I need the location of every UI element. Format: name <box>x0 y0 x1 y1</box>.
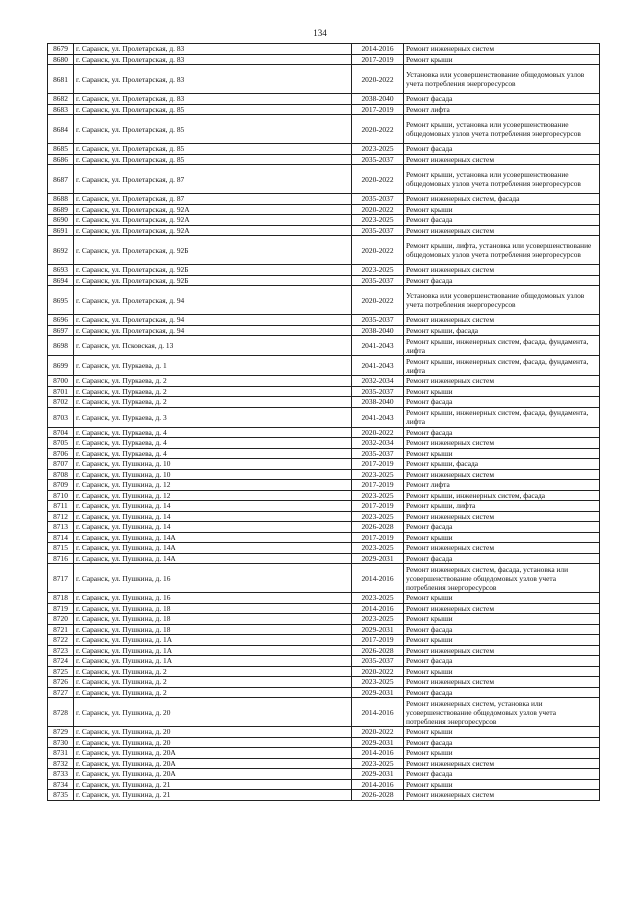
address-cell: г. Саранск, ул. Пушкина, д. 20А <box>74 758 352 769</box>
work-type-cell: Ремонт крыши, инженерных систем, фасада, фундамента, лифта <box>404 336 600 356</box>
period-cell: 2029-2031 <box>352 624 404 635</box>
work-type-cell: Ремонт инженерных систем <box>404 603 600 614</box>
work-type-cell: Ремонт лифта <box>404 480 600 491</box>
row-number-cell: 8724 <box>48 656 74 667</box>
address-cell: г. Саранск, ул. Пушкина, д. 12 <box>74 480 352 491</box>
period-cell: 2038-2040 <box>352 397 404 408</box>
period-cell: 2023-2025 <box>352 614 404 625</box>
period-cell: 2041-2043 <box>352 356 404 376</box>
row-number-cell: 8711 <box>48 501 74 512</box>
period-cell: 2014-2016 <box>352 748 404 759</box>
address-cell: г. Саранск, ул. Пушкина, д. 1А <box>74 635 352 646</box>
address-cell: г. Саранск, ул. Пушкина, д. 16 <box>74 564 352 593</box>
period-cell: 2017-2019 <box>352 635 404 646</box>
period-cell: 2032-2034 <box>352 438 404 449</box>
address-cell: г. Саранск, ул. Псковская, д. 13 <box>74 336 352 356</box>
table-row <box>48 65 600 94</box>
row-number-cell: 8721 <box>48 624 74 635</box>
row-number-cell: 8683 <box>48 104 74 115</box>
table-row <box>48 624 600 635</box>
table-row <box>48 522 600 533</box>
address-cell: г. Саранск, ул. Пролетарская, д. 92А <box>74 225 352 236</box>
address-cell: г. Саранск, ул. Пушкина, д. 18 <box>74 624 352 635</box>
work-type-cell: Ремонт фасада <box>404 687 600 698</box>
work-type-cell: Ремонт инженерных систем <box>404 677 600 688</box>
row-number-cell: 8702 <box>48 397 74 408</box>
row-number-cell: 8692 <box>48 236 74 265</box>
period-cell: 2014-2016 <box>352 603 404 614</box>
work-type-cell: Ремонт крыши, лифта <box>404 501 600 512</box>
row-number-cell: 8709 <box>48 480 74 491</box>
row-number-cell: 8686 <box>48 154 74 165</box>
table-row <box>48 459 600 470</box>
table-row <box>48 635 600 646</box>
work-type-cell: Установка или усовершенствование общедомовых узлов учета потребления энергоресурсов <box>404 65 600 94</box>
table-row <box>48 356 600 376</box>
table-row <box>48 376 600 387</box>
address-cell: г. Саранск, ул. Пушкина, д. 14А <box>74 543 352 554</box>
work-type-cell: Ремонт крыши <box>404 54 600 65</box>
repair-schedule-table <box>47 43 600 801</box>
period-cell: 2026-2028 <box>352 645 404 656</box>
address-cell: г. Саранск, ул. Пушкина, д. 16 <box>74 593 352 604</box>
row-number-cell: 8723 <box>48 645 74 656</box>
address-cell: г. Саранск, ул. Пролетарская, д. 85 <box>74 144 352 155</box>
address-cell: г. Саранск, ул. Пролетарская, д. 92А <box>74 204 352 215</box>
row-number-cell: 8732 <box>48 758 74 769</box>
row-number-cell: 8680 <box>48 54 74 65</box>
work-type-cell: Ремонт инженерных систем <box>404 511 600 522</box>
address-cell: г. Саранск, ул. Пушкина, д. 14А <box>74 553 352 564</box>
period-cell: 2020-2022 <box>352 286 404 315</box>
address-cell: г. Саранск, ул. Пуркаева, д. 2 <box>74 397 352 408</box>
period-cell: 2029-2031 <box>352 769 404 780</box>
work-type-cell: Ремонт инженерных систем <box>404 438 600 449</box>
work-type-cell: Ремонт лифта <box>404 104 600 115</box>
work-type-cell: Ремонт инженерных систем, установка или усовершенствование общедомовых узлов учета потребления энергоресурсов <box>404 698 600 727</box>
work-type-cell: Ремонт инженерных систем <box>404 315 600 326</box>
work-type-cell: Ремонт фасада <box>404 522 600 533</box>
row-number-cell: 8730 <box>48 737 74 748</box>
work-type-cell: Ремонт крыши <box>404 727 600 738</box>
table-row <box>48 265 600 276</box>
row-number-cell: 8681 <box>48 65 74 94</box>
address-cell: г. Саранск, ул. Пушкина, д. 1А <box>74 645 352 656</box>
period-cell: 2035-2037 <box>352 225 404 236</box>
address-cell: г. Саранск, ул. Пуркаева, д. 4 <box>74 438 352 449</box>
period-cell: 2017-2019 <box>352 501 404 512</box>
table-row <box>48 44 600 55</box>
address-cell: г. Саранск, ул. Пушкина, д. 20 <box>74 698 352 727</box>
row-number-cell: 8705 <box>48 438 74 449</box>
row-number-cell: 8733 <box>48 769 74 780</box>
address-cell: г. Саранск, ул. Пролетарская, д. 92Б <box>74 236 352 265</box>
table-row <box>48 215 600 226</box>
address-cell: г. Саранск, ул. Пушкина, д. 2 <box>74 687 352 698</box>
table-row <box>48 553 600 564</box>
table-row <box>48 194 600 205</box>
row-number-cell: 8679 <box>48 44 74 55</box>
address-cell: г. Саранск, ул. Пушкина, д. 14 <box>74 522 352 533</box>
table-row <box>48 666 600 677</box>
work-type-cell: Ремонт крыши, инженерных систем, фасада, фундамента, лифта <box>404 356 600 376</box>
address-cell: г. Саранск, ул. Пролетарская, д. 87 <box>74 194 352 205</box>
row-number-cell: 8698 <box>48 336 74 356</box>
work-type-cell: Ремонт инженерных систем <box>404 376 600 387</box>
period-cell: 2020-2022 <box>352 236 404 265</box>
address-cell: г. Саранск, ул. Пролетарская, д. 83 <box>74 44 352 55</box>
address-cell: г. Саранск, ул. Пушкина, д. 1А <box>74 656 352 667</box>
work-type-cell: Ремонт инженерных систем, фасада, установка или усовершенствование общедомовых узлов учета потребления энергоресурсов <box>404 564 600 593</box>
work-type-cell: Ремонт фасада <box>404 94 600 105</box>
period-cell: 2014-2016 <box>352 779 404 790</box>
work-type-cell: Ремонт крыши, фасада <box>404 325 600 336</box>
address-cell: г. Саранск, ул. Пушкина, д. 14 <box>74 501 352 512</box>
address-cell: г. Саранск, ул. Пуркаева, д. 1 <box>74 356 352 376</box>
work-type-cell: Ремонт фасада <box>404 553 600 564</box>
address-cell: г. Саранск, ул. Пуркаева, д. 3 <box>74 407 352 427</box>
period-cell: 2026-2028 <box>352 790 404 801</box>
table-row <box>48 593 600 604</box>
work-type-cell: Ремонт фасада <box>404 737 600 748</box>
address-cell: г. Саранск, ул. Пролетарская, д. 92А <box>74 215 352 226</box>
period-cell: 2020-2022 <box>352 727 404 738</box>
period-cell: 2035-2037 <box>352 448 404 459</box>
row-number-cell: 8720 <box>48 614 74 625</box>
row-number-cell: 8693 <box>48 265 74 276</box>
table-row <box>48 769 600 780</box>
row-number-cell: 8725 <box>48 666 74 677</box>
table-row <box>48 315 600 326</box>
address-cell: г. Саранск, ул. Пролетарская, д. 83 <box>74 94 352 105</box>
period-cell: 2023-2025 <box>352 543 404 554</box>
work-type-cell: Ремонт крыши <box>404 635 600 646</box>
table-row <box>48 438 600 449</box>
row-number-cell: 8706 <box>48 448 74 459</box>
row-number-cell: 8701 <box>48 386 74 397</box>
row-number-cell: 8694 <box>48 275 74 286</box>
address-cell: г. Саранск, ул. Пролетарская, д. 92Б <box>74 275 352 286</box>
table-row <box>48 275 600 286</box>
table-row <box>48 154 600 165</box>
row-number-cell: 8716 <box>48 553 74 564</box>
table-row <box>48 115 600 144</box>
table-row <box>48 144 600 155</box>
row-number-cell: 8703 <box>48 407 74 427</box>
work-type-cell: Ремонт инженерных систем <box>404 154 600 165</box>
address-cell: г. Саранск, ул. Пролетарская, д. 92Б <box>74 265 352 276</box>
period-cell: 2014-2016 <box>352 698 404 727</box>
table-row <box>48 448 600 459</box>
table-row <box>48 645 600 656</box>
row-number-cell: 8717 <box>48 564 74 593</box>
work-type-cell: Ремонт инженерных систем <box>404 790 600 801</box>
period-cell: 2020-2022 <box>352 165 404 194</box>
period-cell: 2023-2025 <box>352 758 404 769</box>
work-type-cell: Ремонт крыши <box>404 532 600 543</box>
period-cell: 2029-2031 <box>352 687 404 698</box>
row-number-cell: 8722 <box>48 635 74 646</box>
address-cell: г. Саранск, ул. Пушкина, д. 20 <box>74 727 352 738</box>
repair-schedule-body <box>48 44 600 801</box>
table-row <box>48 748 600 759</box>
work-type-cell: Ремонт инженерных систем <box>404 225 600 236</box>
work-type-cell: Ремонт крыши, инженерных систем, фасада, фундамента, лифта <box>404 407 600 427</box>
work-type-cell: Ремонт крыши <box>404 386 600 397</box>
table-row <box>48 790 600 801</box>
work-type-cell: Ремонт крыши, инженерных систем, фасада <box>404 490 600 501</box>
row-number-cell: 8684 <box>48 115 74 144</box>
period-cell: 2017-2019 <box>352 532 404 543</box>
period-cell: 2017-2019 <box>352 480 404 491</box>
work-type-cell: Ремонт крыши, установка или усовершенствование общедомовых узлов учета потребления энергоресурсов <box>404 115 600 144</box>
row-number-cell: 8688 <box>48 194 74 205</box>
table-row <box>48 386 600 397</box>
table-row <box>48 104 600 115</box>
address-cell: г. Саранск, ул. Пролетарская, д. 94 <box>74 325 352 336</box>
address-cell: г. Саранск, ул. Пушкина, д. 12 <box>74 490 352 501</box>
address-cell: г. Саранск, ул. Пролетарская, д. 94 <box>74 286 352 315</box>
row-number-cell: 8691 <box>48 225 74 236</box>
address-cell: г. Саранск, ул. Пушкина, д. 20А <box>74 748 352 759</box>
period-cell: 2020-2022 <box>352 427 404 438</box>
table-row <box>48 543 600 554</box>
row-number-cell: 8719 <box>48 603 74 614</box>
table-row <box>48 407 600 427</box>
row-number-cell: 8734 <box>48 779 74 790</box>
period-cell: 2035-2037 <box>352 154 404 165</box>
table-row <box>48 165 600 194</box>
row-number-cell: 8699 <box>48 356 74 376</box>
table-row <box>48 236 600 265</box>
work-type-cell: Ремонт фасада <box>404 397 600 408</box>
period-cell: 2026-2028 <box>352 522 404 533</box>
address-cell: г. Саранск, ул. Пролетарская, д. 83 <box>74 65 352 94</box>
period-cell: 2014-2016 <box>352 564 404 593</box>
work-type-cell: Ремонт инженерных систем <box>404 469 600 480</box>
period-cell: 2035-2037 <box>352 275 404 286</box>
row-number-cell: 8712 <box>48 511 74 522</box>
table-row <box>48 779 600 790</box>
work-type-cell: Ремонт фасада <box>404 656 600 667</box>
table-row <box>48 501 600 512</box>
table-row <box>48 427 600 438</box>
period-cell: 2035-2037 <box>352 315 404 326</box>
address-cell: г. Саранск, ул. Пролетарская, д. 85 <box>74 154 352 165</box>
table-row <box>48 758 600 769</box>
row-number-cell: 8710 <box>48 490 74 501</box>
table-row <box>48 511 600 522</box>
table-row <box>48 225 600 236</box>
row-number-cell: 8726 <box>48 677 74 688</box>
period-cell: 2023-2025 <box>352 593 404 604</box>
work-type-cell: Ремонт крыши <box>404 593 600 604</box>
address-cell: г. Саранск, ул. Пролетарская, д. 94 <box>74 315 352 326</box>
table-row <box>48 480 600 491</box>
address-cell: г. Саранск, ул. Пушкина, д. 2 <box>74 666 352 677</box>
table-row <box>48 336 600 356</box>
work-type-cell: Ремонт инженерных систем <box>404 645 600 656</box>
table-row <box>48 532 600 543</box>
work-type-cell: Ремонт инженерных систем <box>404 758 600 769</box>
table-row <box>48 737 600 748</box>
row-number-cell: 8735 <box>48 790 74 801</box>
address-cell: г. Саранск, ул. Пушкина, д. 21 <box>74 790 352 801</box>
work-type-cell: Ремонт крыши, установка или усовершенствование общедомовых узлов учета потребления энергоресурсов <box>404 165 600 194</box>
work-type-cell: Ремонт фасада <box>404 769 600 780</box>
period-cell: 2023-2025 <box>352 490 404 501</box>
address-cell: г. Саранск, ул. Пушкина, д. 10 <box>74 469 352 480</box>
period-cell: 2029-2031 <box>352 737 404 748</box>
table-row <box>48 325 600 336</box>
address-cell: г. Саранск, ул. Пуркаева, д. 4 <box>74 427 352 438</box>
period-cell: 2020-2022 <box>352 204 404 215</box>
table-row <box>48 204 600 215</box>
table-row <box>48 677 600 688</box>
row-number-cell: 8690 <box>48 215 74 226</box>
period-cell: 2035-2037 <box>352 194 404 205</box>
period-cell: 2017-2019 <box>352 54 404 65</box>
period-cell: 2038-2040 <box>352 325 404 336</box>
period-cell: 2023-2025 <box>352 511 404 522</box>
address-cell: г. Саранск, ул. Пушкина, д. 20А <box>74 769 352 780</box>
address-cell: г. Саранск, ул. Пушкина, д. 2 <box>74 677 352 688</box>
table-row <box>48 469 600 480</box>
table-row <box>48 698 600 727</box>
period-cell: 2023-2025 <box>352 677 404 688</box>
table-row <box>48 603 600 614</box>
period-cell: 2020-2022 <box>352 666 404 677</box>
work-type-cell: Ремонт инженерных систем <box>404 265 600 276</box>
work-type-cell: Ремонт крыши <box>404 204 600 215</box>
period-cell: 2023-2025 <box>352 469 404 480</box>
period-cell: 2035-2037 <box>352 386 404 397</box>
row-number-cell: 8718 <box>48 593 74 604</box>
table-row <box>48 656 600 667</box>
period-cell: 2041-2043 <box>352 407 404 427</box>
table-row <box>48 54 600 65</box>
address-cell: г. Саранск, ул. Пушкина, д. 18 <box>74 614 352 625</box>
work-type-cell: Ремонт инженерных систем, фасада <box>404 194 600 205</box>
period-cell: 2017-2019 <box>352 104 404 115</box>
period-cell: 2032-2034 <box>352 376 404 387</box>
period-cell: 2035-2037 <box>352 656 404 667</box>
row-number-cell: 8682 <box>48 94 74 105</box>
period-cell: 2041-2043 <box>352 336 404 356</box>
period-cell: 2014-2016 <box>352 44 404 55</box>
address-cell: г. Саранск, ул. Пуркаева, д. 2 <box>74 386 352 397</box>
work-type-cell: Ремонт крыши <box>404 448 600 459</box>
row-number-cell: 8700 <box>48 376 74 387</box>
work-type-cell: Ремонт фасада <box>404 144 600 155</box>
row-number-cell: 8685 <box>48 144 74 155</box>
row-number-cell: 8728 <box>48 698 74 727</box>
work-type-cell: Ремонт крыши, фасада <box>404 459 600 470</box>
work-type-cell: Ремонт крыши <box>404 748 600 759</box>
work-type-cell: Ремонт фасада <box>404 427 600 438</box>
address-cell: г. Саранск, ул. Пушкина, д. 21 <box>74 779 352 790</box>
work-type-cell: Ремонт инженерных систем <box>404 543 600 554</box>
row-number-cell: 8714 <box>48 532 74 543</box>
work-type-cell: Ремонт фасада <box>404 215 600 226</box>
period-cell: 2017-2019 <box>352 459 404 470</box>
address-cell: г. Саранск, ул. Пушкина, д. 20 <box>74 737 352 748</box>
table-row <box>48 490 600 501</box>
work-type-cell: Ремонт инженерных систем <box>404 44 600 55</box>
address-cell: г. Саранск, ул. Пролетарская, д. 85 <box>74 115 352 144</box>
page-number: 134 <box>313 28 327 38</box>
address-cell: г. Саранск, ул. Пролетарская, д. 83 <box>74 54 352 65</box>
work-type-cell: Ремонт крыши <box>404 779 600 790</box>
row-number-cell: 8695 <box>48 286 74 315</box>
work-type-cell: Ремонт крыши <box>404 614 600 625</box>
row-number-cell: 8707 <box>48 459 74 470</box>
row-number-cell: 8727 <box>48 687 74 698</box>
table-row <box>48 687 600 698</box>
address-cell: г. Саранск, ул. Пуркаева, д. 4 <box>74 448 352 459</box>
period-cell: 2023-2025 <box>352 144 404 155</box>
work-type-cell: Ремонт крыши <box>404 666 600 677</box>
table-row <box>48 564 600 593</box>
address-cell: г. Саранск, ул. Пушкина, д. 18 <box>74 603 352 614</box>
period-cell: 2020-2022 <box>352 65 404 94</box>
address-cell: г. Саранск, ул. Пушкина, д. 14 <box>74 511 352 522</box>
work-type-cell: Ремонт фасада <box>404 624 600 635</box>
period-cell: 2023-2025 <box>352 265 404 276</box>
address-cell: г. Саранск, ул. Пролетарская, д. 87 <box>74 165 352 194</box>
table-row <box>48 94 600 105</box>
address-cell: г. Саранск, ул. Пушкина, д. 10 <box>74 459 352 470</box>
row-number-cell: 8731 <box>48 748 74 759</box>
row-number-cell: 8696 <box>48 315 74 326</box>
period-cell: 2038-2040 <box>352 94 404 105</box>
table-row <box>48 727 600 738</box>
row-number-cell: 8697 <box>48 325 74 336</box>
table-row <box>48 286 600 315</box>
row-number-cell: 8687 <box>48 165 74 194</box>
row-number-cell: 8729 <box>48 727 74 738</box>
table-row <box>48 614 600 625</box>
row-number-cell: 8689 <box>48 204 74 215</box>
period-cell: 2029-2031 <box>352 553 404 564</box>
row-number-cell: 8715 <box>48 543 74 554</box>
address-cell: г. Саранск, ул. Пушкина, д. 14А <box>74 532 352 543</box>
work-type-cell: Ремонт крыши, лифта, установка или усовершенствование общедомовых узлов учета потребления энергоресурсов <box>404 236 600 265</box>
row-number-cell: 8708 <box>48 469 74 480</box>
row-number-cell: 8713 <box>48 522 74 533</box>
row-number-cell: 8704 <box>48 427 74 438</box>
work-type-cell: Установка или усовершенствование общедомовых узлов учета потребления энергоресурсов <box>404 286 600 315</box>
work-type-cell: Ремонт фасада <box>404 275 600 286</box>
address-cell: г. Саранск, ул. Пролетарская, д. 85 <box>74 104 352 115</box>
address-cell: г. Саранск, ул. Пуркаева, д. 2 <box>74 376 352 387</box>
period-cell: 2020-2022 <box>352 115 404 144</box>
period-cell: 2023-2025 <box>352 215 404 226</box>
table-row <box>48 397 600 408</box>
